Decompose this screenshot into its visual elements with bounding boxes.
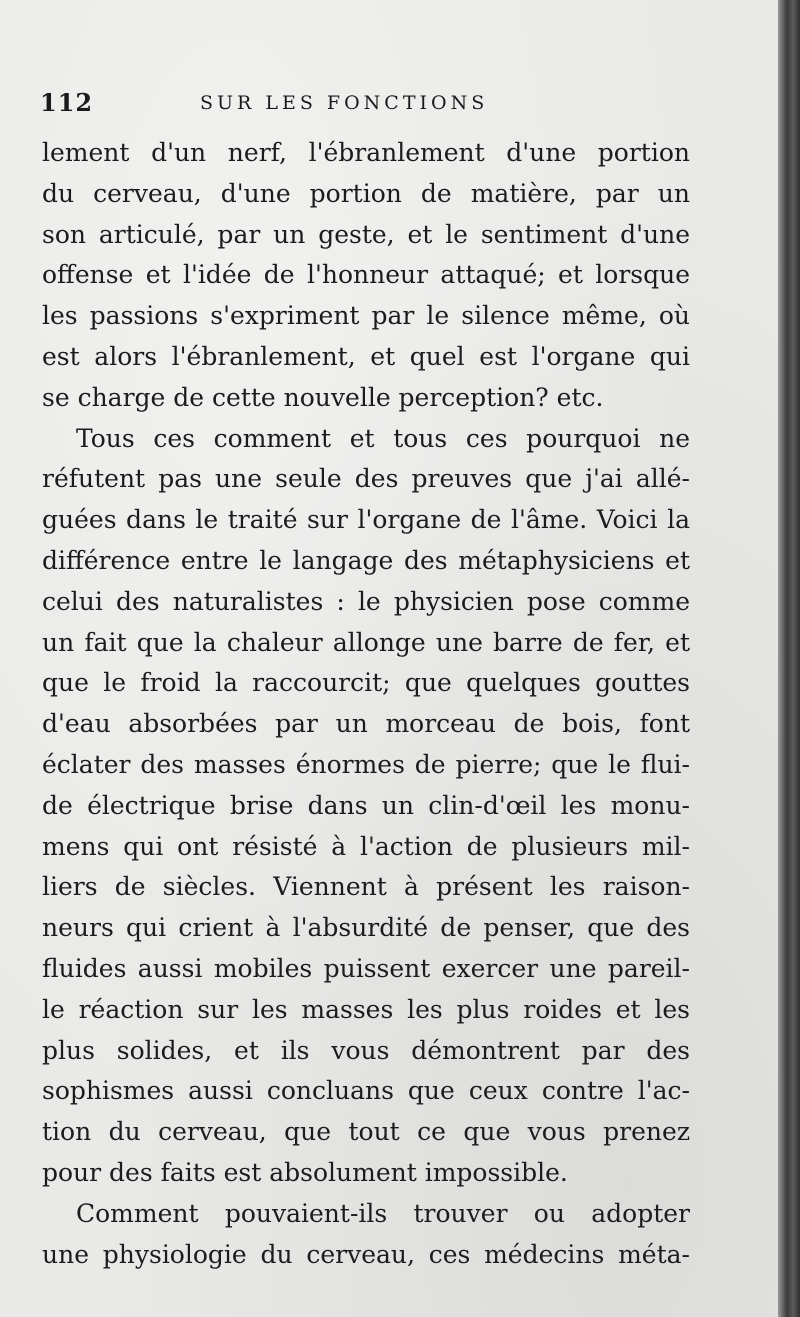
- text-line: fluides aussi mobiles puissent exercer une pareil-: [42, 953, 690, 983]
- paragraph-first-line: Comment pouvaient-ils trouver ou adopter: [76, 1198, 690, 1228]
- paragraph-first-line: Tous ces comment et tous ces pourquoi ne: [76, 423, 690, 453]
- text-line: éclater des masses énormes de pierre; que le flui-: [42, 749, 690, 779]
- text-line: offense et l'idée de l'honneur attaqué; et lorsque: [42, 260, 690, 290]
- text-line: mens qui ont résisté à l'action de plusieurs mil-: [42, 831, 690, 861]
- text-line: un fait que la chaleur allonge une barre de fer, et: [42, 627, 690, 657]
- text-line: du cerveau, d'une portion de matière, par un: [42, 178, 690, 208]
- text-line: celui des naturalistes : le physicien pose comme: [42, 586, 690, 616]
- text-line: guées dans le traité sur l'organe de l'âme. Voici la: [42, 505, 690, 535]
- text-line: que le froid la raccourcit; que quelques gouttes: [42, 668, 690, 698]
- text-line: se charge de cette nouvelle perception? etc.: [42, 382, 604, 412]
- text-line: liers de siècles. Viennent à présent les raison-: [42, 872, 690, 902]
- text-line: neurs qui crient à l'absurdité de penser, que des: [42, 913, 690, 943]
- text-line: son articulé, par un geste, et le sentiment d'une: [42, 219, 690, 249]
- body-text: [42, 133, 690, 1275]
- text-line: réfutent pas une seule des preuves que j'ai allé-: [42, 464, 690, 494]
- text-line: lement d'un nerf, l'ébranlement d'une portion: [42, 138, 690, 167]
- text-line: une physiologie du cerveau, ces médecins méta-: [42, 1239, 690, 1269]
- text-line: de électrique brise dans un clin-d'œil les monu-: [42, 790, 690, 820]
- text-line: le réaction sur les masses les plus roides et les: [42, 994, 690, 1024]
- text-line: différence entre le langage des métaphysiciens et: [42, 545, 690, 575]
- text-line: pour des faits est absolument impossible.: [42, 1157, 568, 1187]
- text-line: est alors l'ébranlement, et quel est l'organe qui: [42, 341, 690, 371]
- running-head: [40, 88, 540, 118]
- text-line: les passions s'expriment par le silence même, où: [42, 301, 690, 331]
- text-line: d'eau absorbées par un morceau de bois, font: [42, 709, 690, 739]
- running-title: SUR LES FONCTIONS: [200, 92, 489, 114]
- text-line: tion du cerveau, que tout ce que vous prenez: [42, 1117, 690, 1147]
- page-edge: [778, 0, 800, 1317]
- page-number: 112: [40, 88, 94, 117]
- text-line: sophismes aussi concluans que ceux contre l'ac-: [42, 1076, 690, 1106]
- text-line: plus solides, et ils vous démontrent par des: [42, 1035, 690, 1065]
